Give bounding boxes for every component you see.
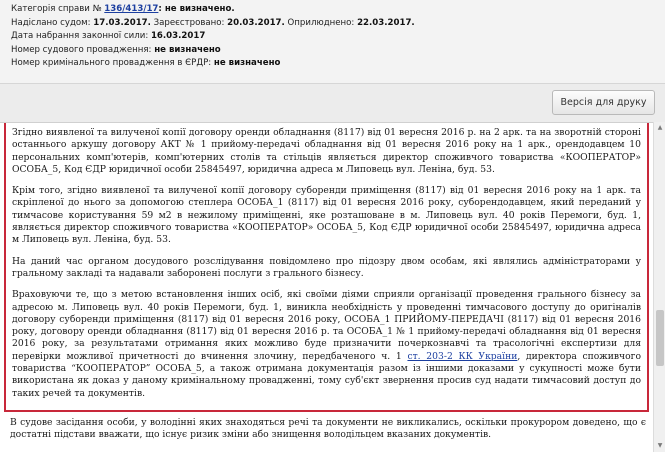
- highlighted-excerpt: [4, 123, 649, 412]
- document-scrollbar[interactable]: [653, 122, 665, 452]
- paragraph-court-hearing: В судове засідання особи, у володінні яких знаходяться речі та документи не викликались, оскільки прокурором доведено, що є достатні підстави вважати, що існує ризик зміни або знищення володільцем вказаних документів.: [10, 417, 646, 441]
- print-version-button[interactable]: Версія для друку: [552, 90, 655, 115]
- paragraph-lease-equipment: Згідно виявленої та вилученої копії договору оренди обладнання (8117) від 01 вересня 2016 р. на 2 арк. та на зворотній стороні останнього аркушу договору АКТ № 1 прийому-передачі обладнання від 01 вересня 2016 року на 1 арк., орендодавцем 10 персональних комп'ютерів, комп'ютерних столів та стільців являється директор споживчого товариства «КООПЕРАТОР» ОСОБА_5, Код ЄДР юридичної особи 25845497, юридична адреса м Липовець вул. Леніна, буд. 53.: [12, 127, 641, 175]
- case-dates-line: Надіслано судом: 17.03.2017. Зареєстровано: 20.03.2017. Оприлюднено: 22.03.2017.: [11, 17, 415, 28]
- scroll-down-arrow-icon[interactable]: ▼: [657, 442, 663, 449]
- paragraph-sublease: Крім того, згідно виявленої та вилученої копії договору суборенди приміщення (8117) від 01 вересня 2016 року на 1 арк. та скріпленої до нього за допомогою степлера ОСОБА_1 (8117) від 01 вересня 2016 року, суборендодавцем, який переданий у тимчасове користування 59 м2 в нежилому приміщенні, яке розташоване в м. Липовець вул. 40 років Перемоги, буд. 1, являється директор споживчого товариства «КООПЕРАТОР» ОСОБА_5, Код ЄДР юридичної особи 25845497, юридична адреса м Липовець вул. Леніна, буд. 53.: [12, 185, 641, 246]
- court-proceeding-line: Номер судового провадження: не визначено: [11, 44, 221, 55]
- paragraph-access-request: Враховуючи те, що з метою встановлення інших осіб, які своїми діями сприяли організації проведення грального бізнесу за адресою м. Липовець вул. 40 років Перемоги, буд. 1, виникла необхідність у проведенні тимчасового доступу до оригіналів договору суборенди приміщення (8117) від 01 вересня 2016 року, ОСОБА_1 ПРИЙОМУ-ПЕРЕДАЧІ (8117) від 01 вересня 2016 року, договору оренди обладнання (8117) від 01 вересня 2016 р. та ОСОБА_1 № 1 прийому-передачі обладнання від 01 вересня 2016 року, за результатами отримання яких можливо буде призначити почеркознавчі та трасологічні експертизи для перевірки можливої причетності до вчинення злочину, передбаченого ч. 1 ст. 203-2 КК України, директора споживчого товариства “КООПЕРАТОР” ОСОБА_5, а також отримана документація разом із іншими доказами у сукупності може бути використана як доказ у даному кримінальному провадженні, тому суб'єкт звернення просив суд надати тимчасовий доступ до таких речей та документів.: [12, 289, 642, 399]
- document-text-area[interactable]: [0, 122, 653, 452]
- scroll-up-arrow-icon[interactable]: ▲: [657, 124, 663, 131]
- criminal-code-link[interactable]: ст. 203-2 КК України: [407, 350, 518, 362]
- paragraph-suspicion: На даний час органом досудового розслідування повідомлено про підозру двом особам, які являлись адміністраторами у гральному закладі та надавали заборонені послуги з грального бізнесу.: [12, 255, 641, 279]
- criminal-proceeding-line: Номер кримінального провадження в ЄРДР: не визначено: [11, 58, 281, 69]
- effective-date-line: Дата набрання законної сили: 16.03.2017: [11, 31, 206, 42]
- document-toolbar: [0, 84, 665, 122]
- case-category-line: Категорія справи № 136/413/17: не визначено.: [11, 4, 235, 14]
- case-metadata-panel: [0, 0, 665, 84]
- case-number-link[interactable]: 136/413/17: [104, 4, 159, 14]
- scroll-thumb[interactable]: [656, 310, 664, 366]
